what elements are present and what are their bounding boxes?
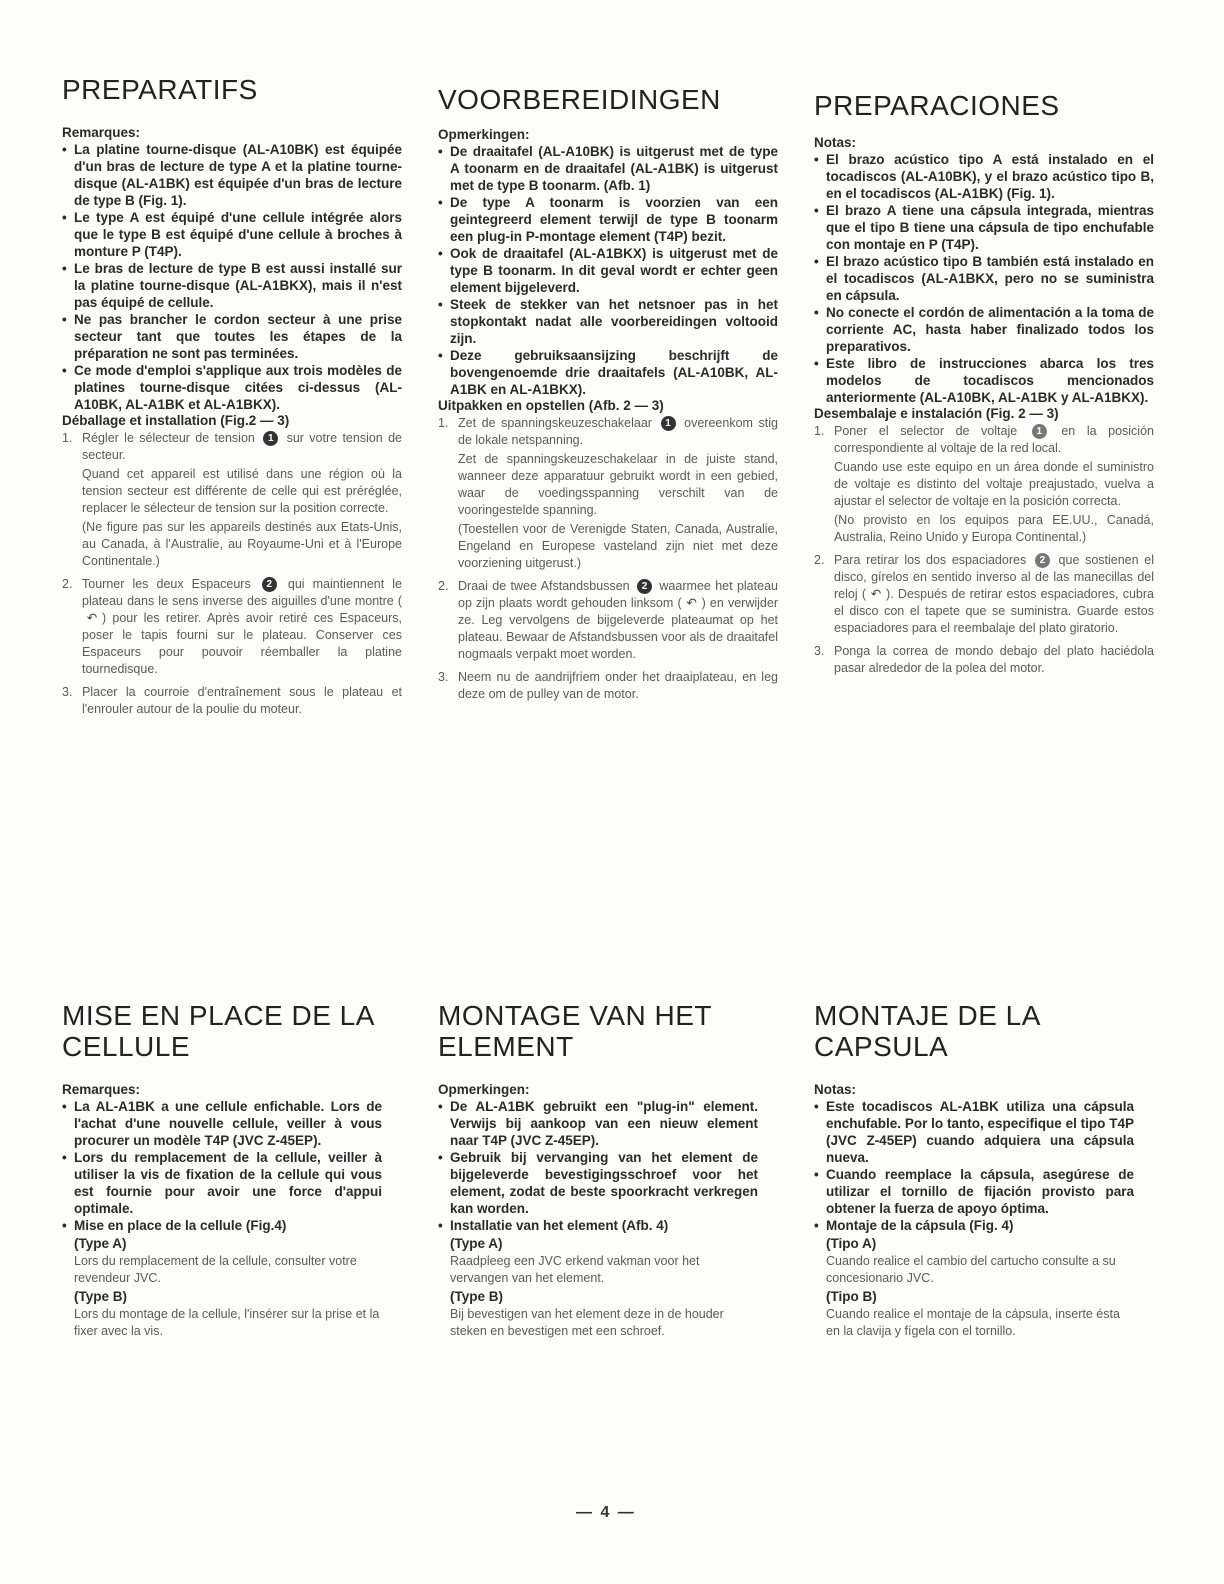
counterclockwise-arrow-icon: ↶ [686,596,697,610]
type-b-label: (Type B) [74,1289,127,1304]
spanish-cartridge-title: MONTAJE DE LA CAPSULA [814,1000,1040,1062]
list-item: • Steek de stekker van het netsnoer pas in het stopkontakt nadat alle voorbereidingen voltooid zijn. [438,296,778,347]
list-item: 3. Placer la courroie d'entraînement sous le plateau et l'enrouler autour de la poulie du moteur. [62,685,402,716]
list-item: • Este libro de instrucciones abarca los tres modelos de tocadiscos mencionados anteriormente (AL-A10BK, AL-A1BK y AL-A1BKX). [814,355,1154,406]
list-item: • Deze gebruiksaansijzing beschrijft de bovengenoemde drie draaitafels (AL-A10BK, AL-A1BK en AL-A1BKX). [438,347,778,398]
dutch-unpack-title: Uitpakken en opstellen (Afb. 2 — 3) [438,398,664,413]
french-remarks2-label: Remarques: [62,1082,141,1097]
type-b-text: Bij bevestigen van het element deze in de houder steken en bevestigen met een schroef. [450,1307,724,1338]
list-item: 2. Draai de twee Afstandsbussen 2 waarmee het plateau op zijn plaats wordt gehouden linksom ( ↶ ) en verwijder ze. Leg vervolgens de bijgeleverde plateaumat op het plateau. Bewaar de Afstandsbussen voor als de draaitafel nogmaals verpakt moet worden. [438,579,778,661]
step-number: 2. [438,579,449,593]
french-notes-list [62,141,402,413]
type-a-text: Raadpleeg een JVC erkend vakman voor het vervangen van het element. [450,1254,700,1285]
dutch-title: VOORBEREIDINGEN [438,84,721,115]
list-item: • Ne pas brancher le cordon secteur à une prise secteur tant que toutes les étapes de la préparation ne sont pas terminées. [62,311,402,362]
marker-2-icon: 2 [1035,553,1050,568]
list-item: • Cuando reemplace la cápsula, asegúrese de utilizar el tornillo de fijación provisto para obtener la fuerza de apoyo óptima. [814,1166,1134,1217]
list-item: • De type A toonarm is voorzien van een geintegreerd element terwijl de type B toonarm een plug-in P-montage element (T4P) bezit. [438,194,778,245]
list-item: • Ce mode d'emploi s'applique aux trois modèles de platines tourne-disque citées ci-dessus (AL-A10BK, AL-A1BK et AL-A1BKX). [62,362,402,413]
dutch-cartridge-column [438,1000,758,1342]
type-a-text: Lors du remplacement de la cellule, consulter votre revendeur JVC. [74,1254,357,1285]
french-title: PREPARATIFS [62,74,258,105]
list-item: • Le bras de lecture de type B est aussi installé sur la platine tourne-disque (AL-A1BKX), mais il n'est pas équipé de cellule. [62,260,402,311]
marker-1-icon: 1 [661,416,676,431]
spanish-unpack-title: Desembalaje e instalación (Fig. 2 — 3) [814,406,1059,421]
list-item: • El brazo acústico tipo B también está instalado en el tocadiscos (AL-A1BKX, pero no se suministra en cápsula. [814,253,1154,304]
list-item: 2. Para retirar los dos espaciadores 2 que sostienen el disco, gírelos en sentido inverso al de las manecillas del reloj ( ↶ ). Después de retirar estos espaciadores, cubra el disco con el tapete que se suministra. Guarde estos espaciadores para el reembalaje del plato giratorio. [814,553,1154,635]
french-cartridge-notes [62,1098,382,1234]
list-item: 2. Tourner les deux Espaceurs 2 qui maintiennent le plateau dans le sens inverse des aiguilles d'une montre (↶ ) pour les retirer. Après avoir retiré ces Espaceurs, poser le tapis fourni sur le plateau. Conserver ces Espaceurs pour pouvoir réemballer la platine tournedisque. [62,577,402,676]
type-a-label: (Tipo A) [826,1236,877,1251]
list-item: • El brazo A tiene una cápsula integrada, mientras que el tipo B tiene una cápsula de tipo enchufable con montaje en P (T4P). [814,202,1154,253]
list-item: 1. Régler le sélecteur de tension 1 sur votre tension de secteur. Quand cet appareil est utilisé dans une région où la tension secteur est différente de celle qui est préréglée, replacer le sélecteur de tension sur la position correcte. (Ne figure pas sur les appareils destinés aux Etats-Unis, au Canada, à l'Australie, au Royaume-Uni et à l'Europe Continentale.) [62,431,402,568]
type-a-label: (Type A) [450,1236,503,1251]
spanish-cartridge-notes [814,1098,1134,1234]
list-item: 3. Neem nu de aandrijfriem onder het draaiplateau, en leg deze om de pulley van de motor. [438,670,778,701]
list-item: 1. Poner el selector de voltaje 1 en la posición correspondiente al voltaje de la red local. Cuando use este equipo en un área donde el suministro de voltaje es distinto del voltaje preajustado, vuelva a ajustar el selector de voltaje en la posición correcta. (No provisto en los equipos para EE.UU., Canadá, Australia, Reino Unido y Europa Continental.) [814,424,1154,544]
spanish-notes-list [814,151,1154,406]
list-item: • El brazo acústico tipo A está instalado en el tocadiscos (AL-A10BK), y el brazo acústico tipo B, en el tocadiscos (AL-A1BK) (Fig. 1). [814,151,1154,202]
spanish-remarks-label: Notas: [814,135,857,150]
type-b-label: (Tipo B) [826,1289,877,1304]
list-item: • Montaje de la cápsula (Fig. 4) [814,1217,1134,1234]
step-number: 2. [814,553,825,567]
dutch-steps-list [438,415,778,703]
spanish-steps-list [814,423,1154,677]
french-preparation-column [62,74,402,724]
list-item: • De AL-A1BK gebruikt een "plug-in" element. Verwijs bij aankoop van een nieuw element naar T4P (JVC Z-45EP). [438,1098,758,1149]
dutch-remarks2-label: Opmerkingen: [438,1082,530,1097]
step-number: 2. [62,577,73,591]
spanish-title: PREPARACIONES [814,90,1060,121]
marker-1-icon: 1 [263,431,278,446]
list-item: • Mise en place de la cellule (Fig.4) [62,1217,382,1234]
list-item: • La platine tourne-disque (AL-A10BK) est équipée d'un bras de lecture de type A et la platine tourne-disque (AL-A1BK) est équipée d'un bras de lecture de type B (Fig. 1). [62,141,402,209]
list-item: • La AL-A1BK a une cellule enfichable. Lors de l'achat d'une nouvelle cellule, veiller à vous procurer un modèle T4P (JVC Z-45EP). [62,1098,382,1149]
step-number: 1. [814,424,825,438]
type-b-text: Cuando realice el montaje de la cápsula, inserte ésta en la clavija y fígela con el tornillo. [826,1307,1120,1338]
list-item: • Installatie van het element (Afb. 4) [438,1217,758,1234]
list-item: • Le type A est équipé d'une cellule intégrée alors que le type B est équipé d'une cellule à broches à monture P (T4P). [62,209,402,260]
spanish-preparation-column [814,74,1154,683]
type-b-label: (Type B) [450,1289,503,1304]
step-number: 3. [62,685,73,699]
dutch-cartridge-notes [438,1098,758,1234]
step-number: 3. [814,644,825,658]
step-number: 1. [62,431,73,445]
dutch-cartridge-title: MONTAGE VAN HET ELEMENT [438,1000,712,1062]
list-item: • Gebruik bij vervanging van het element de bijgeleverde bevestigingsschroef voor het element, zodat de beste spoorkracht verkregen kan worden. [438,1149,758,1217]
counterclockwise-arrow-icon: ↶ [86,611,98,625]
marker-2-icon: 2 [262,577,277,592]
list-item: 1. Zet de spanningskeuzeschakelaar 1 overeenkom stig de lokale netspanning. Zet de spanningskeuzeschakelaar in de juiste stand, wanneer deze apparatuur gebruikt wordt in een gebied, waar de voedingsspanning verschilt van de vooringestelde spanning. (Toestellen voor de Verenigde Staten, Canada, Australie, Engeland en Europese vasteland zijn niet met deze voorziening uitgerust.) [438,416,778,570]
list-item: • Lors du remplacement de la cellule, veiller à utiliser la vis de fixation de la cellule qui vous est fournie pour avoir une force d'appui optimale. [62,1149,382,1217]
step-number: 1. [438,416,449,430]
french-unpack-title: Déballage et installation (Fig.2 — 3) [62,413,290,428]
step-number: 3. [438,670,449,684]
spanish-remarks2-label: Notas: [814,1082,857,1097]
counterclockwise-arrow-icon: ↶ [870,587,882,601]
marker-1-icon: 1 [1032,424,1047,439]
marker-2-icon: 2 [637,579,652,594]
french-cartridge-column [62,1000,382,1342]
french-steps-list [62,430,402,718]
spanish-cartridge-column [814,1000,1134,1342]
list-item: • Ook de draaitafel (AL-A1BKX) is uitgerust met de type B toonarm. In dit geval wordt er echter geen element bijgeleverd. [438,245,778,296]
french-cartridge-title: MISE EN PLACE DE LA CELLULE [62,1000,374,1062]
french-remarks-label: Remarques: [62,125,141,140]
page-number: — 4 — [576,1504,636,1521]
dutch-preparation-column [438,74,778,709]
list-item: • Este tocadiscos AL-A1BK utiliza una cápsula enchufable. Por lo tanto, especifique el tipo T4P (JVC Z-45EP) cuando adquiera una cápsula nueva. [814,1098,1134,1166]
type-a-label: (Type A) [74,1236,127,1251]
list-item: • De draaitafel (AL-A10BK) is uitgerust met de type A toonarm en de draaitafel (AL-A1BK) is uitgerust met de type B toonarm. (Afb. 1) [438,143,778,194]
type-a-text: Cuando realice el cambio del cartucho consulte a su concesionario JVC. [826,1254,1116,1285]
list-item: 3. Ponga la correa de mondo debajo del plato haciédola pasar alrededor de la polea del motor. [814,644,1154,675]
type-b-text: Lors du montage de la cellule, l'insérer sur la prise et la fixer avec la vis. [74,1307,380,1338]
dutch-remarks-label: Opmerkingen: [438,127,530,142]
dutch-notes-list [438,143,778,398]
list-item: • No conecte el cordón de alimentación a la toma de corriente AC, hasta haber finalizado todos los preparativos. [814,304,1154,355]
